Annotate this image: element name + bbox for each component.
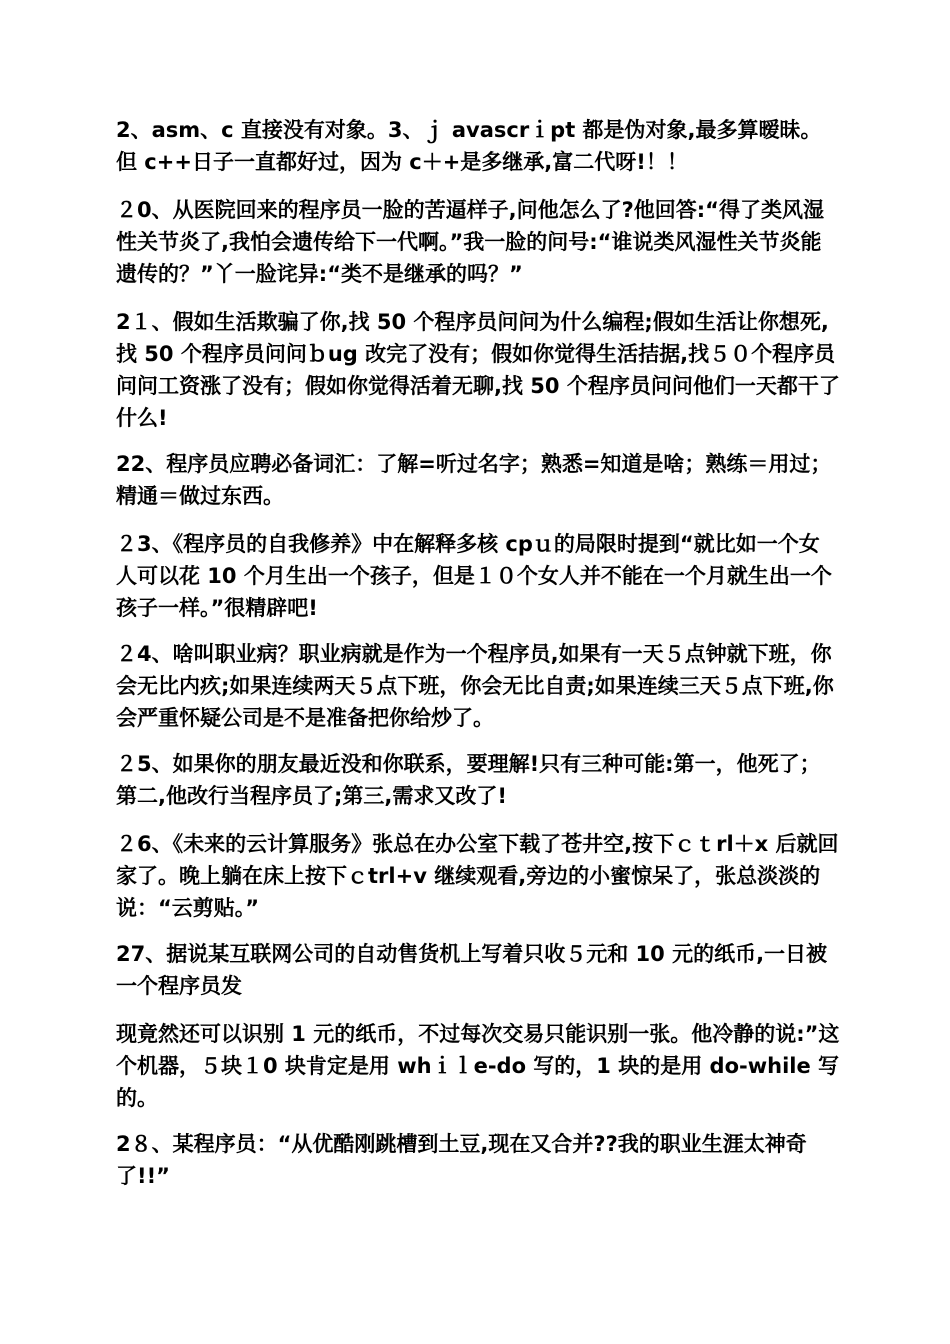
paragraph-joke-23: ２3、《程序员的自我修养》中在解释多核 cpｕ的局限时提到“就比如一个女人可以花 10 个月生出一个孩子，但是１０个女人并不能在一个月就生出一个孩子一样。”很精辟吧! [116,532,832,620]
paragraph-joke-26: ２6、《未来的云计算服务》张总在办公室下载了苍井空,按下ｃｔrl＋x 后就回家了。晚上躺在床上按下ｃtrl+v 继续观看,旁边的小蜜惊呆了，张总淡淡的说：“云剪贴。” [116,832,839,920]
paragraph-joke-21: 2１、假如生活欺骗了你,找 50 个程序员问问为什么编程;假如生活让你想死,找 50 个程序员问问ｂug 改完了没有；假如你觉得生活拮据,找５０个程序员问问工资涨了没有；假如你觉得活着无聊,找 50 个程序员问问他们一天都干了什么! [116,310,840,430]
paragraph-joke-20: ２0、从医院回来的程序员一脸的苦逼样子,问他怎么了?他回答:“得了类风湿性关节炎了,我怕会遗传给下一代啊。”我一脸的问号:“谁说类风湿性关节炎能遗传的？”丫一脸诧异:“类不是继承的吗？” [116,198,824,286]
paragraph-joke-27-end: 现竟然还可以识别 1 元的纸币，不过每次交易只能识别一张。他冷静的说:”这个机器，５块１0 块肯定是用 whｉｌe-do 写的，1 块的是用 do-while 写的。 [116,1022,840,1110]
paragraph-asm-objects: 2、asm、c 直接没有对象。3、ｊ avascrｉpt 都是伪对象,最多算暧昧。但 c++日子一直都好过，因为 c＋+是多继承,富二代呀!！！ [116,118,822,174]
paragraph-joke-22: 22、程序员应聘必备词汇：了解=听过名字；熟悉=知道是啥；熟练＝用过；精通＝做过东西。 [116,452,832,508]
paragraph-joke-27-start: 27、据说某互联网公司的自动售货机上写着只收５元和 10 元的纸币,一日被一个程序员发 [116,942,828,998]
paragraph-joke-28: 2８、某程序员：“从优酷刚跳槽到土豆,现在又合并??我的职业生涯太神奇了!!” [116,1132,807,1188]
paragraph-joke-25: ２5、如果你的朋友最近没和你联系，要理解!只有三种可能:第一，他死了；第二,他改行当程序员了;第三,需求又改了! [116,752,821,808]
paragraph-joke-24: ２4、啥叫职业病？职业病就是作为一个程序员,如果有一天５点钟就下班，你会无比内疚;如果连续两天５点下班，你会无比自责;如果连续三天５点下班,你会严重怀疑公司是不是准备把你给炒了。 [116,642,834,730]
